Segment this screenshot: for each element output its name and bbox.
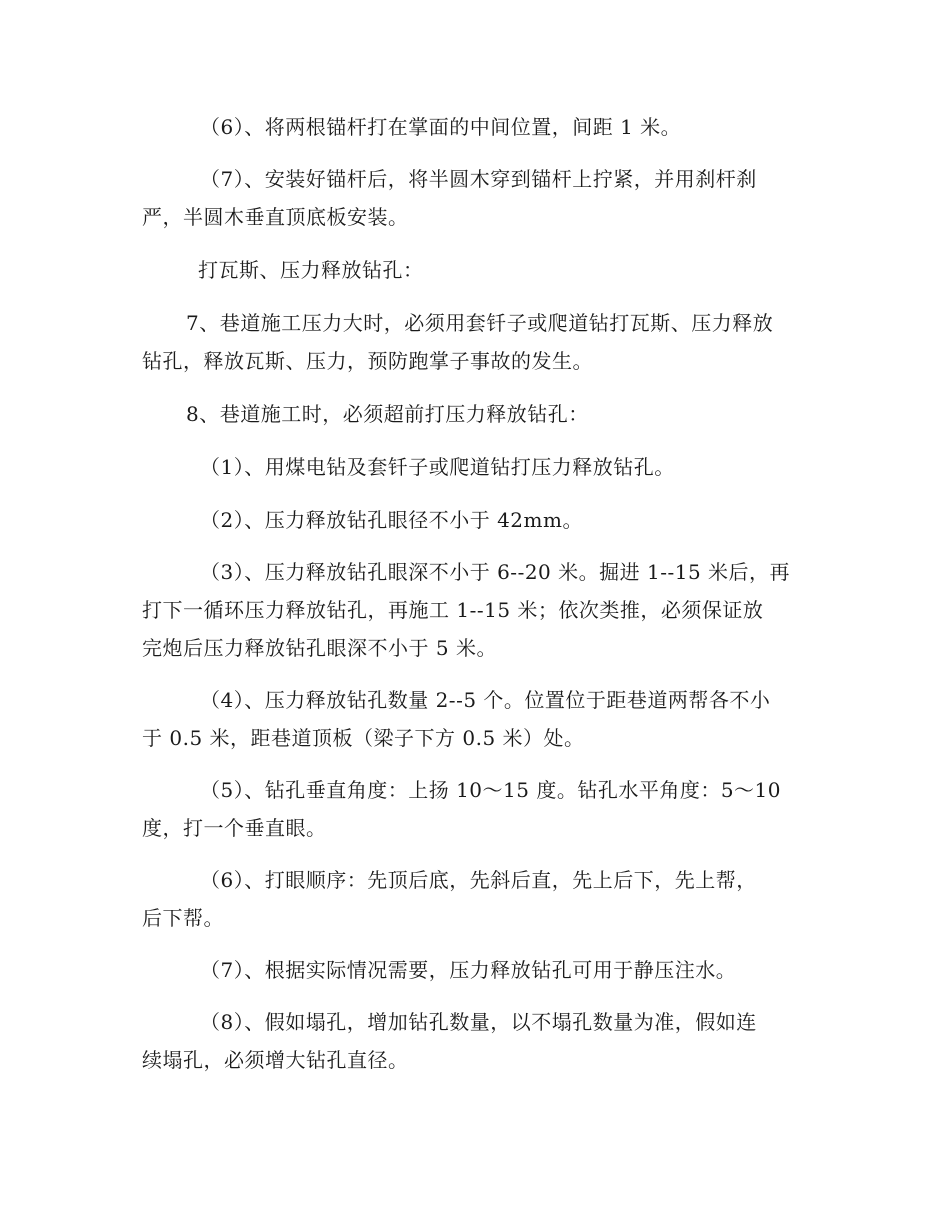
text-line: （5）、钻孔垂直角度：上扬 10～15 度。钻孔水平角度：5～10 <box>200 778 782 802</box>
text-line: 续塌孔，必须增大钻孔直径。 <box>142 1048 409 1072</box>
text-line: （4）、压力释放钻孔数量 2--5 个。位置位于距巷道两帮各不小 <box>200 688 771 712</box>
text-line: （6）、打眼顺序：先顶后底，先斜后直，先上后下，先上帮， <box>200 868 757 892</box>
text-line: （2）、压力释放钻孔眼径不小于 42mm。 <box>200 508 583 532</box>
text-line: （8）、假如塌孔，增加钻孔数量，以不塌孔数量为准，假如连 <box>200 1010 757 1034</box>
text-line: （3）、压力释放钻孔眼深不小于 6--20 米。掘进 1--15 米后，再 <box>200 560 791 584</box>
text-line: （7）、安装好锚杆后，将半圆木穿到锚杆上拧紧，并用刹杆刹 <box>200 167 757 191</box>
text-line: 度，打一个垂直眼。 <box>142 816 327 840</box>
text-line: 完炮后压力释放钻孔眼深不小于 5 米。 <box>142 636 497 660</box>
text-line: 于 0.5 米，距巷道顶板（梁子下方 0.5 米）处。 <box>142 726 585 750</box>
text-line: 打下一循环压力释放钻孔，再施工 1--15 米；依次类推，必须保证放 <box>142 598 764 622</box>
text-line: （1）、用煤电钻及套钎子或爬道钻打压力释放钻孔。 <box>200 455 675 479</box>
text-line: 8、巷道施工时，必须超前打压力释放钻孔： <box>186 402 589 426</box>
text-line: （6）、将两根锚杆打在掌面的中间位置，间距 1 米。 <box>200 115 682 139</box>
text-line: 严，半圆木垂直顶底板安装。 <box>142 205 409 229</box>
text-line: 7、巷道施工压力大时，必须用套钎子或爬道钻打瓦斯、压力释放 <box>186 311 774 335</box>
text-line: （7）、根据实际情况需要，压力释放钻孔可用于静压注水。 <box>200 958 737 982</box>
text-line: 钻孔，释放瓦斯、压力，预防跑掌子事故的发生。 <box>142 349 593 373</box>
section-heading: 打瓦斯、压力释放钻孔： <box>198 258 424 282</box>
text-line: 后下帮。 <box>142 906 224 930</box>
